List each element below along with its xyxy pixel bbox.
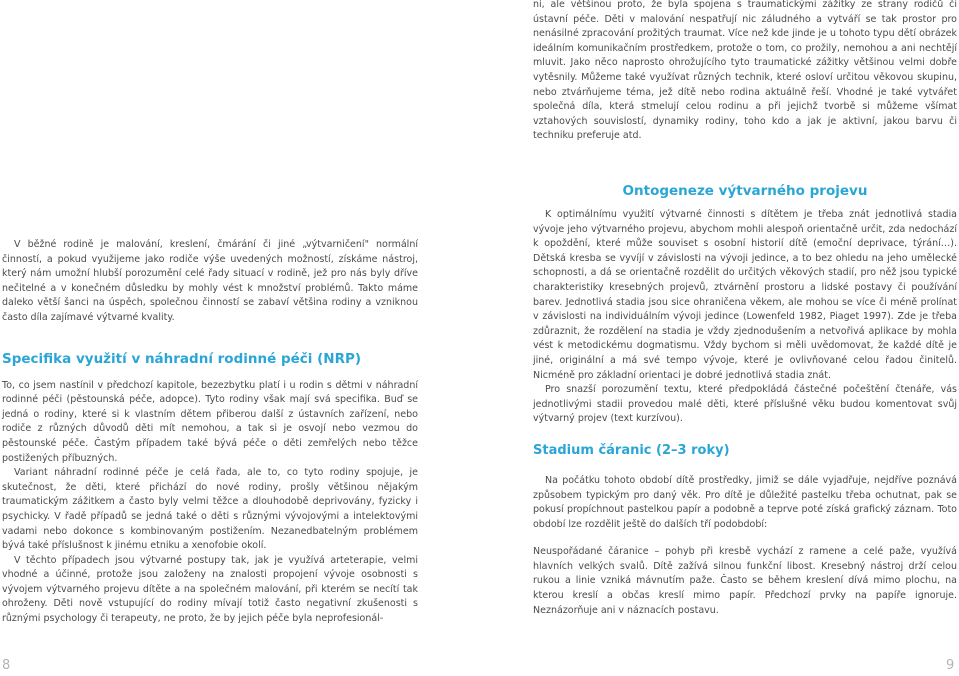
section-heading-ontogeneze: Ontogeneze výtvarného projevu (622, 183, 868, 199)
ontogeneze-paragraph-2: Pro snazší porozumění textu, které předpokládá částečné počeštění čtenáře, vás jednotlivými stadii provedou malé děti, které příslušné věku budou komentovat svůj výtvarný projev (text kurzívou). (533, 384, 957, 425)
paragraph-spacer (533, 532, 957, 545)
page-number-left: 8 (2, 658, 11, 673)
continued-paragraph: ní, ale většinou proto, že byla spojena s traumatickými zážitky ze strany rodičů či ústavní péče. Děti v malování nespatřují nic záludného a vytváří se tak prostor pro nenásilné zpracování prožitých traumat. Více než kde jinde je u tohoto typu dětí obrázek ideálním komunikačním prostředkem, protože o tom, co prožily, nemohou a ani nechtějí mluvit. Jako něco naprosto ohrožujícího tyto traumatické zážitky většinou velmi dobře vytěsnily. Můžeme také využívat různých technik, které osloví určitou věkovou skupinu, nebo ztvárňujeme téma, jež dítě nebo rodina aktuálně řeší. Vhodné je také vytvářet společná díla, která stmelují celou rodinu a při jejichž tvorbě si můžeme všímat vztahových souvislostí, dynamiky rodiny, toho kdo a jak je aktivní, jakou barvu či techniku preferuje atd. (533, 0, 957, 142)
right-column (533, 182, 957, 618)
caranice-paragraph-1: Na počátku tohoto období dítě prostředky, jimiž se dále vyjadřuje, nejdříve poznává způsobem typickým pro daný věk. Pro dítě je důležité pastelku třeba ochutnat, pak se pokusí propíchnout pastelkou papír a podobně a teprve poté získá grafický záznam. Toto období lze rozdělit ještě do dalších tří podobdobí: (533, 474, 957, 530)
section-heading-caranice: Stadium čáranic (2–3 roky) (533, 442, 730, 458)
nrp-paragraph-1: To, co jsem nastínil v předchozí kapitole, bezezbytku platí i u rodin s dětmi v náhradní rodinné péči (pěstounská péče, adopce). Tyto rodiny však mají svá specifika. Buď se jedná o rodiny, které si k vlastním dětem přiberou další z ústavních zařízení, nebo rodiče z různých důvodů děti mít nemohou, a tak si je osvojí nebo vezmou do pěstounské péče. Častým případem také bývá péče o děti zemřelých nebo těžce postižených příbuzných. (2, 379, 418, 464)
nrp-paragraph-3: V těchto případech jsou výtvarné postupy tak, jak je využívá arteterapie, velmi vhodné a účinné, protože jsou založeny na znalosti propojení vývoje osobnosti s vývojem výtvarného projevu dítěte a na společném malování, při kterém se necítí tak ohroženy. Děti nově vstupující do rodiny mívají totiž často negativní zkušenosti s různými psychology či terapeuty, ne proto, že by jejich péče byla neprofesionál- (2, 554, 418, 625)
intro-paragraph: V běžné rodině je malování, kreslení, čmárání či jiné „výtvarničení" normální činností, a pokud využijeme jako rodiče výše uvedených možností, získáme nástroj, který nám umožní hlubší porozumění celé řady situací v rodině, jež pro nás byly dříve nečitelné a v konečném důsledku by mohly vést k množství problémů. Takto máme daleko větší šanci na úspěch, společnou činností se zabaví většina rodiny a vzniknou často díla zajímavé výtvarné kvality. (2, 239, 418, 323)
nrp-paragraph-2: Variant náhradní rodinné péče je celá řada, ale to, co tyto rodiny spojuje, je skutečnost, že děti, které přichází do nové rodiny, prošly většinou nějakým traumatickým zážitkem a často byly velmi těžce a dlouhodobě deprivovány, fyzicky i psychicky. V řadě případů se jedná také o děti s různými vývojovými a intelektovými vadami nebo dokonce s kombinovaným postižením. Nezanedbatelným problémem bývá také příslušnost k jinému etniku a xenofobie okolí. (2, 467, 418, 552)
section-heading-nrp: Specifika využití v náhradní rodinné péči (NRP) (2, 350, 362, 367)
ontogeneze-paragraph-1: K optimálnímu využití výtvarné činnosti s dítětem je třeba znát jednotlivá stadia vývoje jeho výtvarného projevu, abychom mohli alespoň orientačně určit, zda nedochází k opoždění, které může souviset s osobní historií dítě (emoční deprivace, týrání…). Dětská kresba se vyvíjí v závislosti na vývoji jedince, a to bez ohledu na jeho umělecké schopnosti, a dá se orientačně rozdělit do určitých věkových stadií, pro něž jsou typické charakteristiky kresebných projevů, ztvárnění prostoru a lidské postavy či používání barev. Jednotlivá stadia jsou sice ohraničena věkem, ale mohou se více či méně prolínat v závislosti na individuálním vývoji jedince (Lowenfeld 1982, Piaget 1997). Zde je třeba zdůraznit, že rozdělení na stadia je vždy zjednodušením a netvořivá aplikace by mohla vést k metodickému dogmatismu. Vždy bychom si měli uvědomovat, že každé dítě je jiné, originální a má své tempo vývoje, které je ovlivňované celou řadou činitelů. Nicméně pro základní orientaci je dobré jednotlivá stadia znát. (533, 209, 957, 381)
left-column (2, 238, 418, 627)
right-column-continuation (533, 0, 957, 144)
page-number-right: 9 (946, 658, 955, 673)
caranice-paragraph-2: Neuspořádané čáranice – pohyb při kresbě vychází z ramene a celé paže, využívá hlavních velkých svalů. Dítě zažívá silnou funkční libost. Kresebný nástroj drží celou rukou a linie vzniká mávnutím paže. Často se během kreslení dívá mimo plochu, na kterou kreslí a občas kreslí mimo papír. Předchozí prvky na papíře ignoruje. Neznázorňuje ani v náznacích postavu. (533, 546, 957, 616)
